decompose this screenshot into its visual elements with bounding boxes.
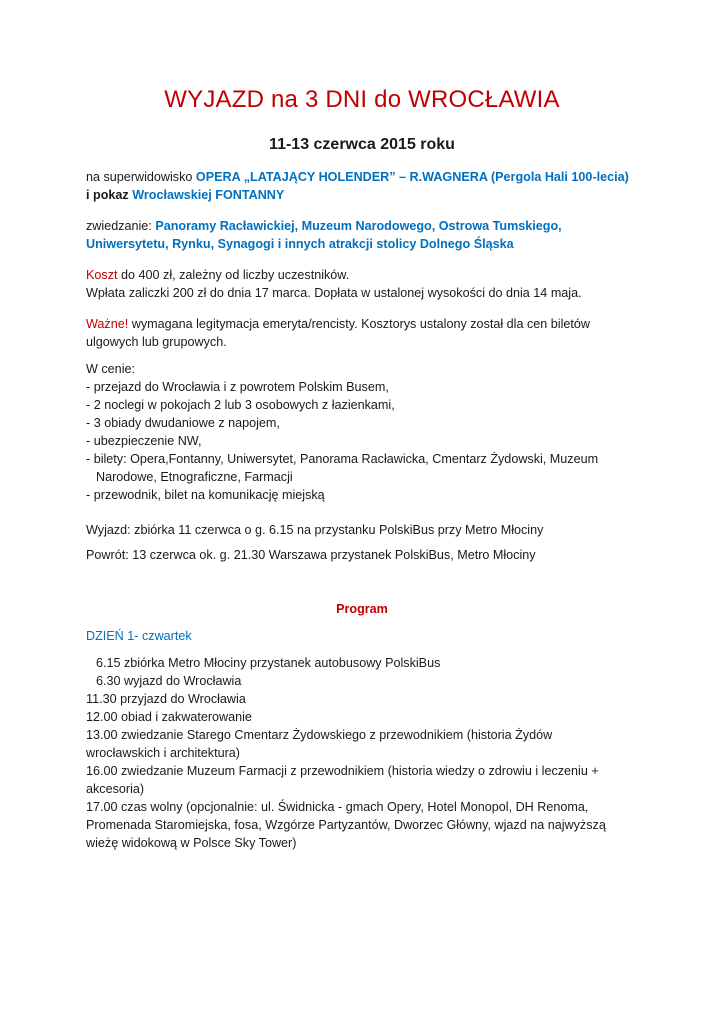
day-1-heading: DZIEŃ 1- czwartek [86,629,192,643]
program-item: 16.00 zwiedzanie Muzeum Farmacji z przewodnikiem (historia wiedzy o zdrowiu i leczeniu + [86,764,599,778]
includes-item-continued: Narodowe, Etnograficzne, Farmacji [96,470,293,484]
program-item: 17.00 czas wolny (opcjonalnie: ul. Świdnicka - gmach Opery, Hotel Monopol, DH Renoma, [86,800,589,814]
important-line-1 [86,315,646,333]
fountain-name: Wrocławskiej FONTANNY [132,188,285,202]
program-item-continued: Promenada Staromiejska, fosa, Wzgórze Partyzantów, Dworzec Główny, wjazd na najwyższą [86,818,606,832]
event-prefix: na superwidowisko [86,170,196,184]
program-heading: Program [336,602,388,616]
sightseeing-paragraph [86,217,646,253]
event-paragraph [86,168,646,204]
includes-item: - przejazd do Wrocławia i z powrotem Polskim Busem, [86,380,389,394]
program-day-1-list [86,654,656,852]
program-item-continued: wrocławskich i architektura) [86,746,240,760]
important-paragraph [86,315,646,351]
departure-line: Wyjazd: zbiórka 11 czerwca o g. 6.15 na przystanku PolskiBus przy Metro Młociny [86,523,544,537]
program-item-continued: wieżę widokową w Polsce Sky Tower) [86,836,297,850]
event-line-2 [86,186,646,204]
includes-item: - bilety: Opera,Fontanny, Uniwersytet, Panorama Racławicka, Cmentarz Żydowski, Muzeum [86,452,599,466]
event-and-prefix: i pokaz [86,188,133,202]
sightseeing-list-1: Panoramy Racławickiej, Muzeum Narodowego, Ostrowa Tumskiego, [155,219,562,233]
important-text-1: wymagana legitymacja emeryta/rencisty. Kosztorys ustalony został dla cen biletów [128,317,590,331]
cost-label: Koszt [86,268,118,282]
includes-item: - ubezpieczenie NW, [86,434,202,448]
includes-heading: W cenie: [86,362,135,376]
program-item: 6.30 wyjazd do Wrocławia [96,674,242,688]
sightseeing-prefix: zwiedzanie: [86,219,156,233]
return-line: Powrót: 13 czerwca ok. g. 21.30 Warszawa przystanek PolskiBus, Metro Młociny [86,548,536,562]
includes-list [86,360,646,504]
payment-line: Wpłata zaliczki 200 zł do dnia 17 marca. Dopłata w ustalonej wysokości do dnia 14 maja. [86,286,582,300]
important-text-2: ulgowych lub grupowych. [86,335,227,349]
program-item: 12.00 obiad i zakwaterowanie [86,710,252,724]
sightseeing-list-2: Uniwersytetu, Rynku, Synagogi i innych atrakcji stolicy Dolnego Śląska [86,237,514,251]
program-item: 13.00 zwiedzanie Starego Cmentarz Żydowskiego z przewodnikiem (historia Żydów [86,728,553,742]
event-line-1 [86,168,646,186]
date-subtitle: 11-13 czerwca 2015 roku [269,136,455,153]
program-item-continued: akcesoria) [86,782,145,796]
opera-name: OPERA „LATAJĄCY HOLENDER” – R.WAGNERA (Pergola Hali 100-lecia) [195,170,629,184]
sightseeing-line-1 [86,217,646,235]
cost-line [86,266,646,284]
program-item: 11.30 przyjazd do Wrocławia [86,692,246,706]
cost-text: do 400 zł, zależny od liczby uczestników. [117,268,350,282]
includes-item: - 3 obiady dwudaniowe z napojem, [86,416,280,430]
includes-item: - 2 noclegi w pokojach 2 lub 3 osobowych z łazienkami, [86,398,395,412]
program-item: 6.15 zbiórka Metro Młociny przystanek autobusowy PolskiBus [96,656,441,670]
includes-item: - przewodnik, bilet na komunikację miejską [86,488,325,502]
page-title: WYJAZD na 3 DNI do WROCŁAWIA [164,86,560,113]
important-label: Ważne! [86,317,129,331]
cost-paragraph [86,266,646,302]
